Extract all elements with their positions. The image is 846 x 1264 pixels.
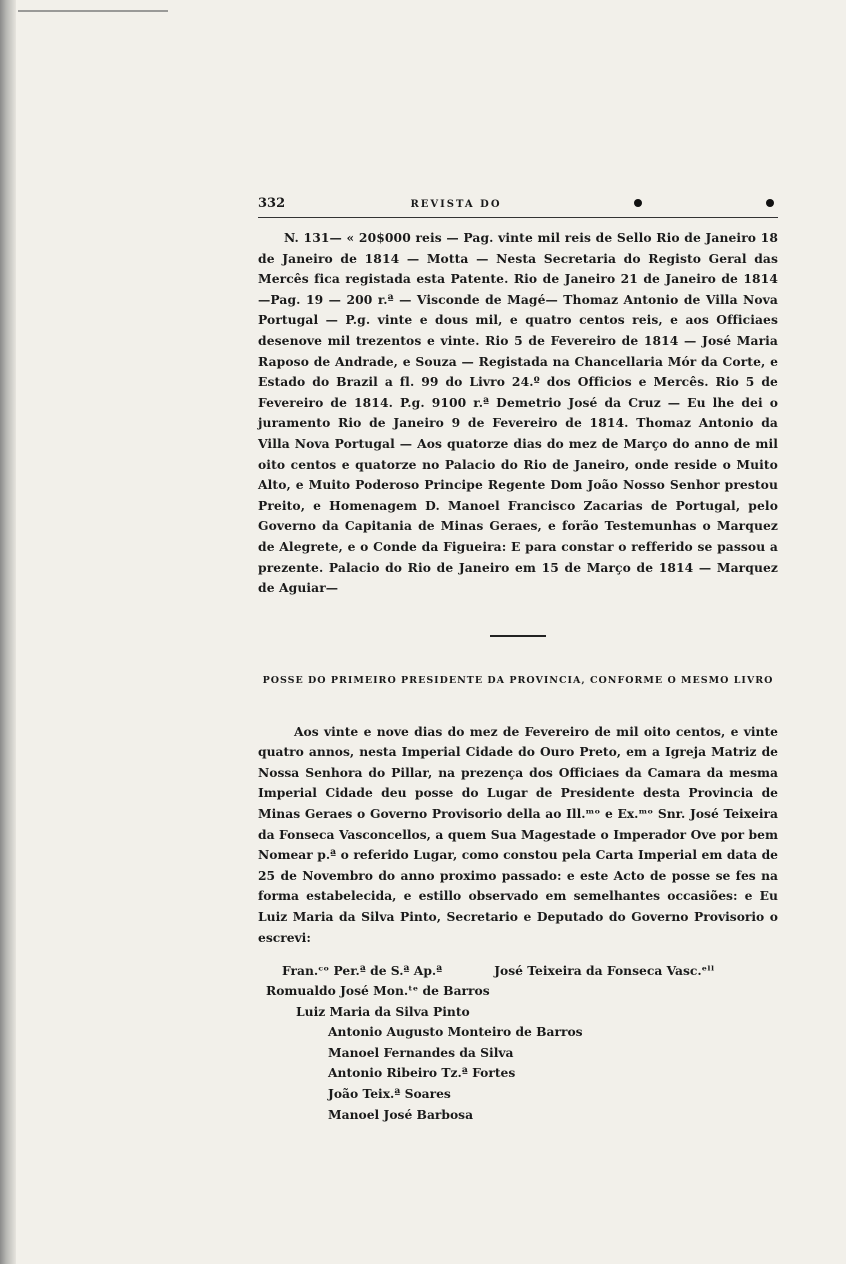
page-header <box>258 196 778 218</box>
signature: Antonio Augusto Monteiro de Barros <box>328 1024 583 1040</box>
signature: José Teixeira da Fonseca Vasc.ᵉˡˡ <box>494 962 715 978</box>
scan-top-rule <box>18 10 168 12</box>
signature: Romualdo José Mon.ᵗᵉ de Barros <box>266 983 490 999</box>
signature: Fran.ᶜᵒ Per.ª de S.ª Ap.ª <box>282 962 443 978</box>
running-title: REVISTA DO <box>410 199 502 210</box>
signature: Manoel José Barbosa <box>328 1106 474 1122</box>
section-separator <box>490 635 546 637</box>
signature: Antonio Ribeiro Tz.ª Fortes <box>328 1065 516 1081</box>
ornament-dot-icon <box>766 199 774 207</box>
page-number: 332 <box>258 196 286 211</box>
signature: Manoel Fernandes da Silva <box>328 1044 514 1060</box>
ornament-dot-icon <box>634 199 642 207</box>
posse-paragraph: Aos vinte e nove dias do mez de Fevereiro de mil oito centos, e vinte quatro annos, nesta Imperial Cidade do Ouro Preto, em a Igreja Matriz de Nossa Senhora do Pillar, na prezença dos Officiaes da Camara da mesma Imperial Cidade deu posse do Lugar de Presidente desta Provincia de Minas Geraes o Governo Provisorio della ao Ill.ᵐᵒ e Ex.ᵐᵒ Snr. José Teixeira da Fonseca Vasconcellos, a quem Sua Magestade o Imperador Ove por bem Nomear p.ª o referido Lugar, como constou pela Carta Imperial em data de 25 de Novembro do anno proximo passado: e este Acto de posse se fes na forma estabelecida, e estillo observado em semelhantes occasiões: e Eu Luiz Maria da Silva Pinto, Secretario e Deputado do Governo Provisorio o escrevi: <box>258 723 778 945</box>
scan-binding-edge <box>0 0 16 1264</box>
signature: Luiz Maria da Silva Pinto <box>296 1003 470 1019</box>
signature-line-1 <box>258 961 778 982</box>
document-page <box>258 196 778 1125</box>
patent-registration-paragraph: N. 131— « 20$000 reis — Pag. vinte mil reis de Sello Rio de Janeiro 18 de Janeiro de 1814 — Motta — Nesta Secretaria do Registo Geral das Mercês fica registada esta Patente. Rio de Janeiro 21 de Janeiro de 1814 —Pag. 19 — 200 r.ª — Visconde de Magé— Thomaz Antonio de Villa Nova Portugal — P.g. vinte e dous mil, e quatro centos reis, e aos Officiaes desenove mil trezentos e vinte. Rio 5 de Fevereiro de 1814 — José Maria Raposo de Andrade, e Souza — Registada na Chancellaria Mór da Corte, e Estado do Brazil a fl. 99 do Livro 24.º dos Officios e Mercês. Rio 5 de Fevereiro de 1814. P.g. 9100 r.ª Demetrio José da Cruz — Eu lhe dei o juramento Rio de Janeiro 9 de Fevereiro de 1814. Thomaz Antonio da Villa Nova Portugal — Aos quatorze dias do mez de Março do anno de mil oito centos e quatorze no Palacio do Rio de Janeiro, onde reside o Muito Alto, e Muito Poderoso Principe Regente Dom João Nosso Senhor prestou Preito, e Homenagem D. Manoel Francisco Zacarias de Portugal, pelo Governo da Capitania de Minas Geraes, e forão Testemunhas o Marquez de Alegrete, e o Conde da Figueira: E para constar o refferido se passou a prezente. Palacio do Rio de Janeiro em 15 de Março de 1814 — Marquez de Aguiar— <box>258 230 778 596</box>
header-ornaments <box>634 199 778 207</box>
section-title: POSSE DO PRIMEIRO PRESIDENTE DA PROVINCIA, CONFORME O MESMO LIVRO <box>262 674 774 686</box>
signature: João Teix.ª Soares <box>328 1086 451 1102</box>
